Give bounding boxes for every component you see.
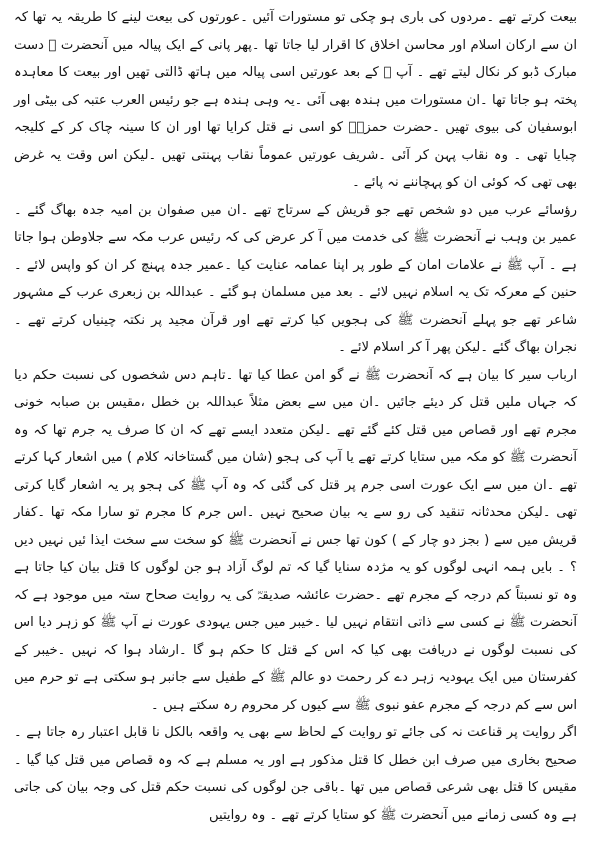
paragraph-hinda-bayat: بیعت کرتے تھے ۔مردوں کی باری ہو چکی تو مستورات آئیں ۔عورتوں کی بیعت لینے کا طریقہ یہ تھا کہ ان سے ارکان اسلام اور محاسن اخلاق کا اقرار لیا جاتا تھا ۔پھر پانی کے ایک پیالہ میں آنحضرت ﷺ دست مبارک ڈبو کر نکال لیتے تھے ۔ آپ ﷺ کے بعد عورتیں اسی پیالہ میں ہاتھ ڈالتی تھیں اور بیعت کا معاہدہ پختہ ہو جاتا تھا ۔ان مستورات میں ہندہ بھی آئی ۔یہ وہی ہندہ ہے جو رئیس العرب عتبہ کی بیٹی اور ابوسفیان کی بیوی تھیں ۔حضرت حمزہؓ کو اسی نے قتل کرایا تھا اور ان کا سینہ چاک کر کے کلیجہ چبایا تھی ۔ وہ نقاب پہن کر آئی ۔شریف عورتیں عموماً نقاب پہنتی تھیں ۔لیکن اس وقت یہ غرض بھی تھی کہ کوئی ان کو پہچاننے نہ پائے ۔ <box>14 10 577 190</box>
paragraph-riwayat: اگر روایت پر قناعت نہ کی جائے تو روایت کے لحاظ سے بھی یہ واقعہ بالکل نا قابل اعتبار رہ جاتا ہے ۔ صحیح بخاری میں صرف ابن خطل کا قتل مذکور ہے اور یہ مسلم ہے کہ وہ قصاص میں قتل کیا گیا ۔مقیس کا قتل بھی شرعی قصاص میں تھا ۔باقی جن لوگوں کی نسبت حکم قتل کی وجہ بیان کی جاتی ہے وہ کسی زمانے میں آنحضرت ﷺ کو ستایا کرتے تھے ۔ وہ روایتیں <box>14 725 577 823</box>
paragraph-ten-persons: ارباب سیر کا بیان ہے کہ آنحضرت ﷺ نے گو امن عطا کیا تھا ۔تاہم دس شخصوں کی نسبت حکم دیا کہ جہاں ملیں قتل کر دیئے جائیں ۔ان میں سے بعض مثلاً عبداللہ بن خطل ،مقیس بن صبابہ خونی مجرم تھے اور قصاص میں قتل کئے گئے تھے ۔لیکن متعدد ایسے تھے کہ ان کا صرف یہ جرم تھا کہ وہ آنحضرت ﷺ کو مکہ میں ستایا کرتے تھے یا آپ کی ہجو (شان میں گستاخانہ کلام ) میں اشعار کہا کرتے تھے ۔ان میں سے ایک عورت اسی جرم پر قتل کی گئی کہ وہ آپ ﷺ کی ہجو پر یہ اشعار گایا کرتی تھی ۔لیکن محدثانہ تنقید کی رو سے یہ بیان صحیح نہیں ۔اس جرم کا مجرم تو سارا مکہ تھا ۔کفار قریش میں سے ( بجز دو چار کے ) کون تھا جس نے آنحضرت ﷺ کو سخت سے سخت ایذا ئیں نہیں دیں ؟ ۔ بایں ہمہ انہی لوگوں کو یہ مژدہ سنایا گیا کہ تم لوگ آزاد ہو جن لوگوں کا قتل بیان کیا جاتا ہے وہ تو نسبتاً کم درجہ کے مجرم تھے ۔حضرت عائشہ صدیقہؓ کی یہ روایت صحاح ستہ میں موجود ہے کہ آنحضرت ﷺ نے کسی سے ذاتی انتقام نہیں لیا ۔خیبر میں جس یہودی عورت نے آپ ﷺ کو زہر دیا اس کی نسبت لوگوں نے دریافت بھی کیا کہ اس کے قتل کا حکم ہو گا ۔ارشاد ہوا کہ نہیں ۔خیبر کے کفرستان میں ایک یہودیہ زہر دے کر رحمت دو عالم ﷺ کے طفیل سے جانبر ہو سکتی ہے تو حرم میں اس سے کم درجہ کے مجرم عفو نبوی ﷺ سے کیوں کر محروم رہ سکتے ہیں ۔ <box>14 367 578 713</box>
paragraph-quraish-chiefs: رؤسائے عرب میں دو شخص تھے جو قریش کے سرتاج تھے ۔ان میں صفوان بن امیہ جدہ بھاگ گئے ۔عمیر بن وہب نے آنحضرت ﷺ کی خدمت میں آ کر عرض کی کہ رئیس عرب مکہ سے جلاوطن ہوا جاتا ہے ۔ آپ ﷺ نے علامات امان کے طور پر اپنا عمامہ عنایت کیا ۔عمیر جدہ پہنچ کر ان کو واپس لائے ۔حنین کے معرکہ تک یہ اسلام نہیں لائے ۔ بعد میں مسلمان ہو گئے ۔ عبداللہ بن زبعری عرب کے مشہور شاعر تھے جو پہلے آنحضرت ﷺ کی ہجویں کیا کرتے تھے اور قرآن مجید پر نکتہ چینیاں کرتے تھے ۔ نجران بھاگ گئے ۔لیکن پھر آ کر اسلام لائے ۔ <box>14 202 577 355</box>
